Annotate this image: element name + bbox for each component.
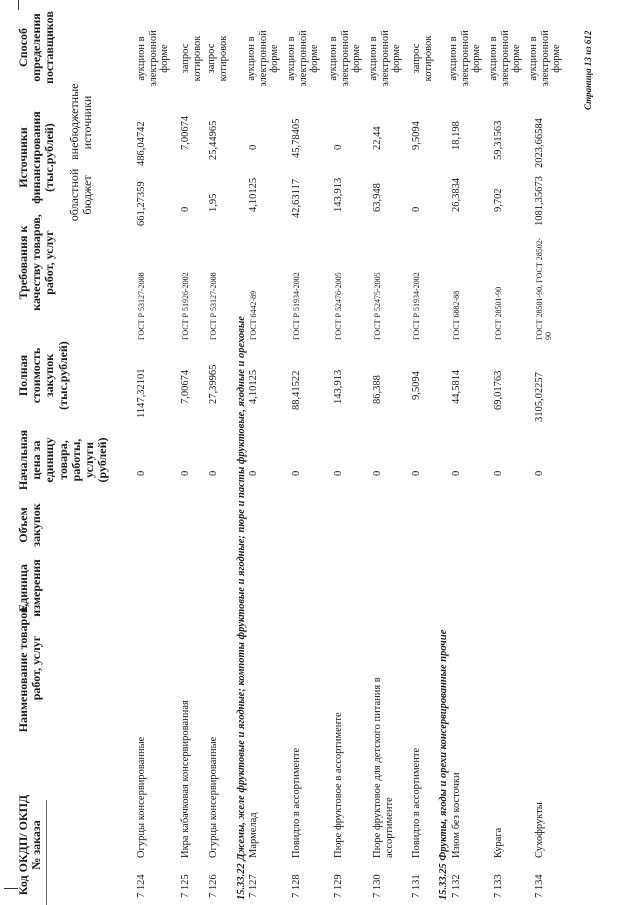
- row-129-method: аукцион в электронной форме: [328, 30, 363, 87]
- row-130-vneb: 22,44: [372, 126, 383, 150]
- row-134-vneb: 2023,66584: [534, 118, 545, 168]
- row-127-gost: ГОСТ 6442-89: [249, 290, 258, 340]
- row-129-gost: ГОСТ Р 52476-2005: [334, 272, 343, 340]
- row-131-kod: 7 131: [411, 874, 422, 898]
- row-131-obl: 0: [411, 206, 422, 212]
- row-133-name: Курага: [493, 827, 504, 858]
- row-134-price: 0: [534, 470, 545, 476]
- page-number: Страница 13 из 612: [583, 30, 593, 110]
- header-name-col: Наименование товаров, работ, услуг: [16, 603, 44, 733]
- row-125-price: 0: [180, 470, 191, 476]
- row-134-gost: ГОСТ 28501-90, ГОСТ 28502-90: [535, 237, 553, 340]
- row-134-total: 3105,02257: [534, 372, 545, 422]
- row-125-total: 7,00674: [180, 369, 191, 404]
- row-128-obl: 42,63117: [291, 179, 302, 218]
- row-125-kod: 7 125: [180, 874, 191, 898]
- row-131-gost: ГОСТ Р 51934-2002: [412, 272, 421, 340]
- row-129-vneb: 0: [333, 144, 344, 150]
- row-133-gost: ГОСТ 28501-90: [494, 286, 503, 340]
- row-126-price: 0: [208, 470, 219, 476]
- row-133-kod: 7 133: [493, 874, 504, 898]
- header-volume-col: Объем закупок: [16, 503, 44, 547]
- row-125-gost: ГОСТ Р 51926-2002: [181, 272, 190, 340]
- row-131-method: запрос котировок: [411, 35, 434, 82]
- row-130-total: 86,388: [372, 375, 383, 404]
- row-127-kod: 7 127: [248, 874, 259, 898]
- row-127-vneb: 0: [248, 144, 259, 150]
- row-128-method: аукцион в электронной форме: [286, 30, 321, 87]
- row-132-vneb: 18,198: [451, 121, 462, 150]
- row-128-gost: ГОСТ Р 51934-2002: [292, 272, 301, 340]
- row-125-obl: 0: [180, 206, 191, 212]
- row-124-kod: 7 124: [136, 874, 147, 898]
- row-133-total: 69,01763: [493, 370, 504, 410]
- row-134-obl: 1081,35673: [534, 176, 545, 226]
- header-finance-col: Источники финансирования (тыс.рублей): [16, 111, 57, 204]
- row-134-kod: 7 134: [534, 874, 545, 898]
- row-124-name: Огурцы консервированные: [136, 736, 147, 858]
- header-method-col: Способ определения поставщиков: [16, 11, 57, 84]
- row-129-price: 0: [333, 470, 344, 476]
- row-131-price: 0: [411, 470, 422, 476]
- row-127-method: аукцион в электронной форме: [246, 30, 281, 87]
- header-code-col: Код ОКДП/ ОКПД № заказа: [16, 794, 44, 896]
- row-125-vneb: 7,00674: [180, 115, 191, 150]
- row-124-gost: ГОСТ Р 53127-2008: [137, 272, 146, 340]
- row-132-total: 44,5814: [451, 369, 462, 404]
- row-126-kod: 7 126: [208, 874, 219, 898]
- row-128-kod: 7 128: [291, 874, 302, 898]
- row-126-total: 27,39965: [208, 364, 219, 404]
- row-124-method: аукцион в электронной форме: [136, 30, 171, 87]
- row-127-price: 0: [248, 470, 259, 476]
- row-133-price: 0: [493, 470, 504, 476]
- row-126-gost: ГОСТ Р 53127-2008: [209, 272, 218, 340]
- row-128-vneb: 45,78405: [291, 118, 302, 158]
- row-129-name: Пюре фруктовое в ассортименте: [333, 712, 344, 858]
- row-133-obl: 9,702: [493, 188, 504, 212]
- row-128-price: 0: [291, 470, 302, 476]
- row-133-vneb: 59,31563: [493, 120, 504, 160]
- row-127-obl: 4,10125: [248, 177, 259, 212]
- row-126-name: Огурцы консервированные: [208, 736, 219, 858]
- row-128-name: Повидло в ассортименте: [291, 747, 302, 858]
- header-finance-oblast: областной бюджет: [67, 168, 95, 222]
- row-133-method: аукцион в электронной форме: [488, 30, 523, 87]
- row-131-total: 9,5094: [411, 371, 422, 400]
- header-quality-col: Требования к качеству товаров, работ, услуг: [16, 214, 57, 311]
- header-price-col: Начальная цена за единицу товара, работы, услуги (рублей): [16, 429, 110, 491]
- row-130-obl: 63,948: [372, 183, 383, 212]
- row-124-price: 0: [136, 470, 147, 476]
- row-125-name: Икра кабачковая консервированная: [180, 700, 191, 858]
- row-127-total: 4,10125: [248, 369, 259, 404]
- row-124-vneb: 486,04742: [136, 121, 147, 166]
- row-130-kod: 7 130: [372, 874, 383, 898]
- row-132-gost: ГОСТ 6882-88: [452, 290, 461, 340]
- row-132-price: 0: [451, 470, 462, 476]
- row-132-method: аукцион в электронной форме: [448, 30, 483, 87]
- left-border-line: [46, 800, 47, 905]
- row-125-method: запрос котировок: [180, 35, 203, 82]
- row-132-name: Изюм без косточки: [451, 772, 462, 858]
- row-129-total: 143,913: [333, 369, 344, 404]
- row-134-method: аукцион в электронной форме: [528, 30, 563, 87]
- row-129-kod: 7 129: [333, 874, 344, 898]
- row-129-obl: 143,913: [333, 177, 344, 212]
- row-130-price: 0: [372, 470, 383, 476]
- row-130-gost: ГОСТ Р 52475-2005: [373, 272, 382, 340]
- row-126-method: запрос котировок: [206, 35, 229, 82]
- header-total-col: Полная стоимость закупок (тыс.рублей): [16, 341, 70, 410]
- row-130-name: Пюре фруктовое для детского питания в ассортименте: [372, 677, 395, 858]
- row-126-obl: 1,95: [208, 193, 219, 212]
- row-126-vneb: 25,44965: [208, 120, 219, 160]
- section-heading: 15.33.25 Фрукты, ягоды и орехи консервированные прочие: [438, 629, 449, 900]
- row-134-name: Сухофрукты: [534, 802, 545, 858]
- row-130-method: аукцион в электронной форме: [368, 30, 403, 87]
- row-124-total: 1147,32101: [136, 368, 147, 418]
- section-heading: 15.33.22 Джемы, желе фруктовые и ягодные; компоты фруктовые и ягодные; пюре и пасты фруктовые, ягодные и ореховые: [236, 316, 247, 900]
- row-132-kod: 7 132: [451, 874, 462, 898]
- header-finance-vneb: внебюджетные источники: [67, 83, 95, 160]
- header-unit-col: Единица измерения: [16, 559, 44, 617]
- row-131-vneb: 9,5094: [411, 121, 422, 150]
- row-128-total: 88,41522: [291, 370, 302, 410]
- row-127-name: Мармелад: [248, 812, 259, 858]
- row-124-obl: 661,27359: [136, 181, 147, 226]
- row-132-obl: 26,3834: [451, 177, 462, 212]
- row-131-name: Повидло в ассортименте: [411, 747, 422, 858]
